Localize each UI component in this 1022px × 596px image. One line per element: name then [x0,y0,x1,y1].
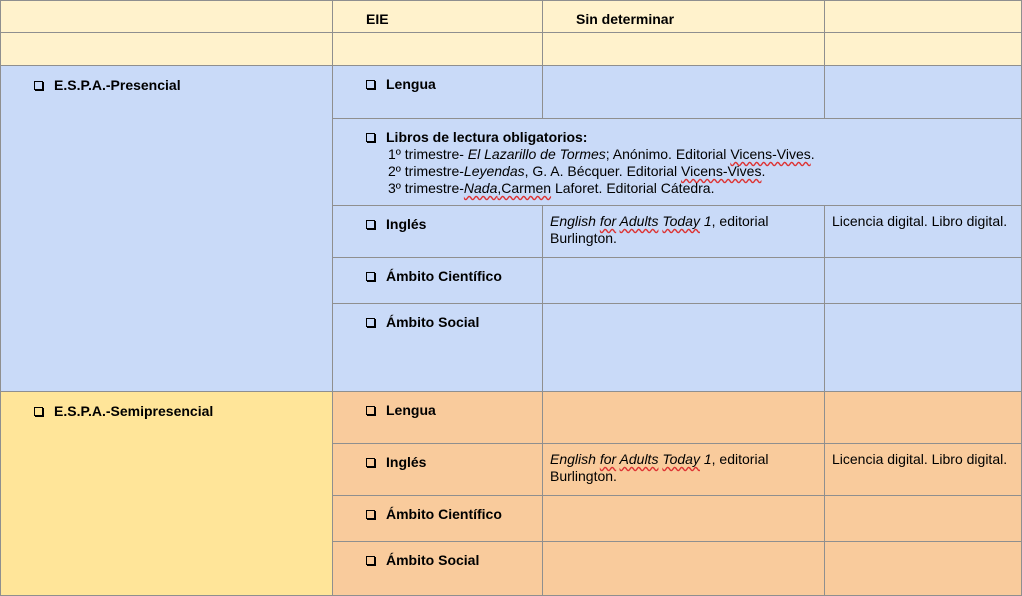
format-cell-empty [825,304,1022,392]
format-cell-empty [825,66,1022,119]
checkbox-bullet-icon [366,318,375,327]
book-title: El Lazarillo de Tormes [467,146,606,162]
english-book-cell: English for Adults Today 1, editorial Burlington. [543,444,825,496]
header-cell-empty [0,0,333,33]
subject-lengua [333,66,543,119]
header-cell-eie: EIE [333,0,543,33]
checkbox-bullet-icon [366,510,375,519]
subject-social [333,542,543,596]
blank-cell [825,33,1022,66]
checkbox-bullet-icon [34,407,43,416]
program-label: E.S.P.A.-Presencial [54,77,181,93]
book-cell-empty [543,496,825,542]
program-presencial [0,66,333,392]
subject-label: Lengua [386,76,436,92]
format-cell-empty [825,496,1022,542]
blank-cell [0,33,333,66]
book-cell-empty [543,392,825,444]
subject-cientifico [333,258,543,304]
book-title: Nada [463,180,498,196]
checkbox-bullet-icon [366,556,375,565]
program-label: E.S.P.A.-Semipresencial [54,403,214,419]
subject-label: Lengua [386,402,436,418]
checkbox-bullet-icon [366,80,375,89]
header-cell-sin-determinar: Sin determinar [543,0,825,33]
english-format-cell: Licencia digital. Libro digital. [825,444,1022,496]
book-cell-empty [543,66,825,119]
blank-cell [333,33,543,66]
checkbox-bullet-icon [366,133,375,142]
checkbox-bullet-icon [366,406,375,415]
subject-label: Ámbito Científico [386,268,502,284]
format-cell-empty [825,392,1022,444]
subject-label: Ámbito Científico [386,506,502,522]
reading-books-title: Libros de lectura obligatorios: [386,129,588,145]
reading-books-list [366,146,1014,197]
subject-label: Inglés [386,216,427,232]
book-line-3: 3º trimestre-Nada,Carmen Laforet. Editorial Cátedra. [388,180,715,196]
checkbox-bullet-icon [366,220,375,229]
subject-ingles [333,206,543,258]
checkbox-bullet-icon [34,81,43,90]
program-semipresencial [0,392,333,596]
header-cell-blank [825,0,1022,33]
subject-label: Inglés [386,454,427,470]
subject-social [333,304,543,392]
subject-label: Ámbito Social [386,552,480,568]
subject-lengua [333,392,543,444]
format-cell-empty [825,258,1022,304]
reading-books [333,119,1022,206]
checkbox-bullet-icon [366,272,375,281]
english-format-cell: Licencia digital. Libro digital. [825,206,1022,258]
book-cell-empty [543,542,825,596]
book-line-1: 1º trimestre- El Lazarillo de Tormes; Anónimo. Editorial Vicens-Vives. [388,146,815,162]
book-cell-empty [543,258,825,304]
book-title: Leyendas [463,163,525,179]
subject-cientifico [333,496,543,542]
book-line-2: 2º trimestre-Leyendas, G. A. Bécquer. Editorial Vicens-Vives. [388,163,766,179]
blank-cell [543,33,825,66]
format-cell-empty [825,542,1022,596]
book-cell-empty [543,304,825,392]
checkbox-bullet-icon [366,458,375,467]
subject-ingles [333,444,543,496]
english-book-cell: English for Adults Today 1, editorial Burlington. [543,206,825,258]
subject-label: Ámbito Social [386,314,480,330]
